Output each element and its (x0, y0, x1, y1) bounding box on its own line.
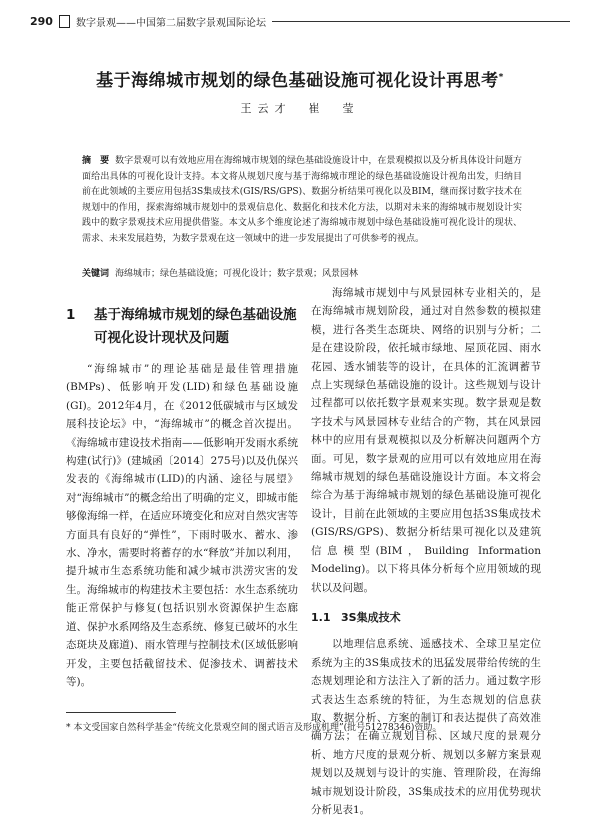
authors: 王云才 崔 莹 (240, 102, 360, 115)
body-paragraph: “海绵城市”的理论基础是最佳管理措施(BMPs)、低影响开发(LID)和绿色基础设施(GI)。2012年4月，在《2012低碳城市与区域发展科技论坛》中，“海绵城市”的概念首次提出。《海绵城市建设技术指南——低影响开发雨水系统构建(试行)》(建城函〔2014〕275号)以及仇保兴发表的《海绵城市(LID)的内涵、途径与展望》对“海绵城市”的概念给出了明确的定义，即城市能够像海绵一样，在适应环境变化和应对自然灾害等方面具有良好的“弹性”，下雨时吸水、蓄水、渗水、净水，需要时将蓄存的水“释放”并加以利用，提升城市生态系统功能和减少城市洪涝灾害的发生。海绵城市的构建技术主要包括：水生态系统功能正常保护与修复(包括识别水资源保护生态廊道、保护水系网络及生态系统、修复已破坏的水生态斑块及廊道)、雨水管理与控制技术(区域低影响开发，主要包括截留技术、促渗技术、调蓄技术等)。 (66, 363, 298, 688)
keywords-label: 关键词 (82, 269, 110, 279)
keywords-text: 海绵城市；绿色基础设施；可视化设计；数字景观；风景园林 (115, 269, 359, 279)
abstract-text: 数字景观可以有效地应用在海绵城市规划的绿色基础设施设计中，在景观模拟以及分析具体设计问题方面给出具体的可视化设计支持。本文将从规划尺度与基于海绵城市理论的绿色基础设施设计视角出发，归纳目前在此领域的主要应用包括3S集成技术(GIS/RS/GPS)、数据分析结果可视化以及BIM，继而探讨数字技术在规划中的作用，探索海绵城市规划中的景观信息化、数据化和技术化方法，以期对未来的海绵城市规划设计实践中的数字景观技术应用提供借鉴。本文从多个维度论述了海绵城市规划中绿色基础设施可视化设计的现状、需求、未来发展趋势，为数字景观在这一领域中的进一步发展提出了可供参考的视点。 (82, 156, 522, 244)
keywords (82, 267, 522, 281)
title-text: 基于海绵城市规划的绿色基础设施可视化设计再思考 (96, 71, 499, 91)
section-number: 1 (66, 307, 76, 323)
title-footnote-mark: * (498, 72, 504, 83)
subsection-title: 3S集成技术 (341, 610, 401, 624)
page-number: 290 (30, 14, 53, 28)
section-heading (66, 304, 298, 350)
running-head: 数字景观——中国第二届数字景观国际论坛 (75, 17, 266, 29)
footnote-rule (66, 712, 176, 713)
abstract (82, 154, 522, 248)
page-header (30, 12, 570, 30)
subsection-heading (311, 609, 541, 627)
left-column (66, 284, 298, 691)
footnote: * 本文受国家自然科学基金“传统文化景观空间的图式语言及形成机理”(批号51278346)资助。 (66, 723, 442, 733)
body-paragraph: 以地理信息系统、遥感技术、全球卫星定位系统为主的3S集成技术的迅猛发展带给传统的生态规划理论和方法注入了新的活力。通过数字形式表达生态系统的特征，为生态规划的信息获取、数据分析、方案的制订和表达提供了高效准确方法；在确立规划目标、区域尺度的景观分析、地方尺度的景观分析、规划以多解方案景观规划以及规划与设计的实施、管理阶段，在海绵城市规划设计阶段，3S集成技术的应用优势现状分析见表1。 (311, 638, 541, 816)
subsection-number: 1.1 (311, 610, 331, 624)
body-paragraph: 海绵城市规划中与风景园林专业相关的，是在海绵城市规划阶段，通过对自然参数的模拟建模，进行各类生态斑块、网络的识别与分析；二是在建设阶段，依托城市绿地、屋顶花园、雨水花园、透水铺装等的设计，在具体的汇流调蓄节点上实现绿色基础设施的设计。这些规划与设计过程都可以依托数字景观来实现。数字景观是数字技术与风景园林专业结合的产物，其在风景园林中的应用有景观模拟以及分析解决问题两个方面。可见，数字景观的应用可以有效地应用在海绵城市规划的绿色基础设施设计方面。本文将会综合为基于海绵城市规划的绿色基础设施可视化设计，目前在此领域的主要应用包括3S集成技术(GIS/RS/GPS)、数据分析结果可视化以及建筑信息模型(BIM，Building Information Modeling)。以下将具体分析每个应用领域的现状以及问题。 (311, 287, 541, 594)
header-box-icon (59, 15, 70, 28)
abstract-label: 摘 要 (82, 156, 110, 166)
header-rule (272, 21, 570, 22)
section-title: 基于海绵城市规划的绿色基础设施可视化设计现状及问题 (94, 307, 297, 346)
article-title (30, 66, 570, 91)
right-column (311, 284, 541, 819)
